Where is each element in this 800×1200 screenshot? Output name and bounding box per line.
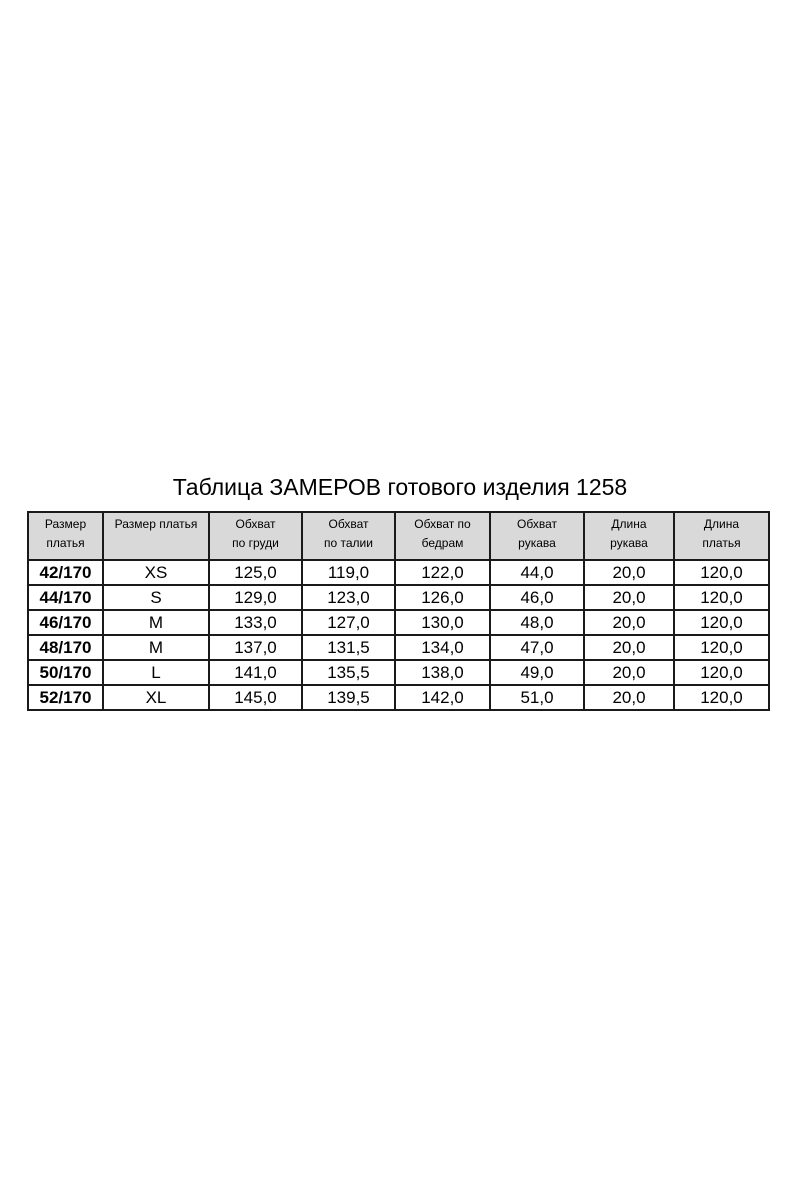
- waist-cell: 119,0: [302, 560, 395, 585]
- chest-cell: 125,0: [209, 560, 302, 585]
- letter-size-cell: XL: [103, 685, 209, 710]
- waist-cell: 131,5: [302, 635, 395, 660]
- sleeve-girth-cell: 49,0: [490, 660, 584, 685]
- dress-length-cell: 120,0: [674, 635, 769, 660]
- size-cell: 44/170: [28, 585, 103, 610]
- header-cell-waist: Обхват по талии: [302, 512, 395, 560]
- sleeve-girth-cell: 51,0: [490, 685, 584, 710]
- sleeve-length-cell: 20,0: [584, 560, 674, 585]
- letter-size-cell: M: [103, 610, 209, 635]
- table-row: [28, 660, 769, 685]
- measurements-table: [27, 511, 770, 711]
- chest-cell: 133,0: [209, 610, 302, 635]
- sleeve-girth-cell: 44,0: [490, 560, 584, 585]
- size-cell: 50/170: [28, 660, 103, 685]
- chest-cell: 145,0: [209, 685, 302, 710]
- dress-length-cell: 120,0: [674, 560, 769, 585]
- chest-cell: 141,0: [209, 660, 302, 685]
- size-cell: 46/170: [28, 610, 103, 635]
- waist-cell: 123,0: [302, 585, 395, 610]
- chest-cell: 137,0: [209, 635, 302, 660]
- dress-length-cell: 120,0: [674, 660, 769, 685]
- hips-cell: 130,0: [395, 610, 490, 635]
- letter-size-cell: M: [103, 635, 209, 660]
- hips-cell: 122,0: [395, 560, 490, 585]
- header-cell-sleeve-girth: Обхват рукава: [490, 512, 584, 560]
- letter-size-cell: S: [103, 585, 209, 610]
- sleeve-girth-cell: 46,0: [490, 585, 584, 610]
- waist-cell: 127,0: [302, 610, 395, 635]
- sleeve-length-cell: 20,0: [584, 610, 674, 635]
- size-cell: 42/170: [28, 560, 103, 585]
- size-cell: 52/170: [28, 685, 103, 710]
- hips-cell: 138,0: [395, 660, 490, 685]
- table-row: [28, 610, 769, 635]
- chest-cell: 129,0: [209, 585, 302, 610]
- header-cell-chest: Обхват по груди: [209, 512, 302, 560]
- sleeve-length-cell: 20,0: [584, 660, 674, 685]
- dress-length-cell: 120,0: [674, 610, 769, 635]
- size-cell: 48/170: [28, 635, 103, 660]
- header-cell-dress-size: Размер платья: [28, 512, 103, 560]
- header-cell-dress-size-letter: Размер платья: [103, 512, 209, 560]
- letter-size-cell: L: [103, 660, 209, 685]
- hips-cell: 126,0: [395, 585, 490, 610]
- table-row: [28, 585, 769, 610]
- waist-cell: 135,5: [302, 660, 395, 685]
- header-cell-sleeve-length: Длина рукава: [584, 512, 674, 560]
- header-cell-hips: Обхват по бедрам: [395, 512, 490, 560]
- hips-cell: 142,0: [395, 685, 490, 710]
- sleeve-length-cell: 20,0: [584, 685, 674, 710]
- letter-size-cell: XS: [103, 560, 209, 585]
- table-header-row: [28, 512, 769, 560]
- table-row: [28, 685, 769, 710]
- sleeve-girth-cell: 47,0: [490, 635, 584, 660]
- sleeve-length-cell: 20,0: [584, 635, 674, 660]
- table-row: [28, 635, 769, 660]
- hips-cell: 134,0: [395, 635, 490, 660]
- sleeve-length-cell: 20,0: [584, 585, 674, 610]
- dress-length-cell: 120,0: [674, 585, 769, 610]
- header-cell-dress-length: Длина платья: [674, 512, 769, 560]
- sleeve-girth-cell: 48,0: [490, 610, 584, 635]
- dress-length-cell: 120,0: [674, 685, 769, 710]
- table-row: [28, 560, 769, 585]
- waist-cell: 139,5: [302, 685, 395, 710]
- table-title: Таблица ЗАМЕРОВ готового изделия 1258: [172, 474, 628, 500]
